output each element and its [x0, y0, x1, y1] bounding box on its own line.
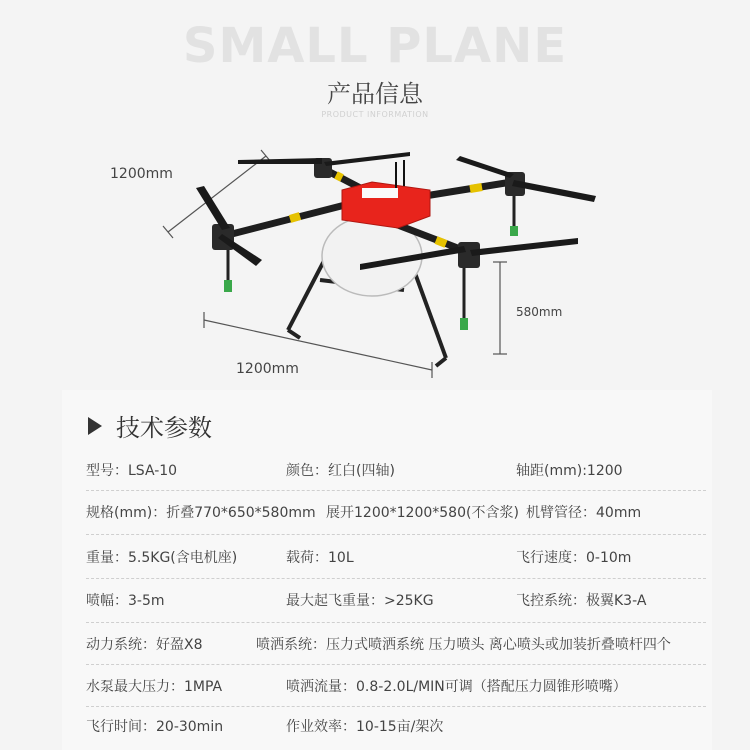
spec-row [86, 676, 726, 706]
spec-cell: 飞行速度：0-10m [516, 550, 632, 566]
spec-cell: 重量：5.5KG(含电机座) [86, 550, 238, 566]
spec-cell: 载荷：10L [286, 550, 354, 566]
spec-cell: 颜色：红白(四轴) [286, 463, 395, 479]
spec-cell: 作业效率：10-15亩/架次 [286, 719, 444, 735]
spec-heading [88, 408, 212, 443]
spec-cell: 展开1200*1200*580(不含浆) [326, 505, 519, 521]
spec-row [86, 502, 726, 532]
row-divider [86, 578, 706, 579]
spec-cell: 喷洒流量：0.8-2.0L/MIN可调（搭配压力圆锥形喷嘴） [286, 679, 627, 695]
page-title: 产品信息 [327, 80, 423, 108]
spec-cell: 喷幅：3-5m [86, 593, 165, 609]
row-divider [86, 622, 706, 623]
spec-cell: 飞行时间：20-30min [86, 719, 224, 735]
row-divider [86, 664, 706, 665]
play-triangle-icon [88, 417, 102, 435]
spec-row [86, 547, 726, 577]
spec-heading-label: 技术参数 [116, 414, 212, 442]
spec-row [86, 460, 726, 490]
dimension-label-bottom: 1200mm [236, 361, 299, 377]
row-divider [86, 706, 706, 707]
drone-body [342, 160, 430, 228]
spec-cell: 规格(mm)：折叠770*650*580mm [86, 505, 316, 521]
faded-subtitle: PRODUCT INFORMATION [321, 110, 429, 119]
spec-cell: 型号：LSA-10 [86, 463, 178, 479]
dimension-line-height [493, 262, 507, 354]
dimension-label-height: 580mm [516, 305, 563, 319]
spec-cell: 轴距(mm):1200 [516, 463, 623, 479]
row-divider [86, 490, 706, 491]
spec-cell: 喷洒系统：压力式喷洒系统 压力喷头 离心喷头或加装折叠喷杆四个 [256, 637, 671, 653]
spec-row [86, 590, 726, 620]
spec-cell: 水泵最大压力：1MPA [86, 679, 223, 695]
spec-cell: 机臂管径：40mm [526, 505, 642, 521]
spec-cell: 最大起飞重量：>25KG [286, 593, 434, 609]
row-divider [86, 534, 706, 535]
background-wordmark: SMALL PLANE [182, 18, 568, 74]
spec-row [86, 634, 726, 664]
spec-cell: 动力系统：好盈X8 [86, 637, 203, 653]
spec-cell: 飞控系统：极翼K3-A [516, 593, 647, 609]
spec-row [86, 716, 726, 746]
dimension-label-diagonal: 1200mm [110, 166, 173, 182]
